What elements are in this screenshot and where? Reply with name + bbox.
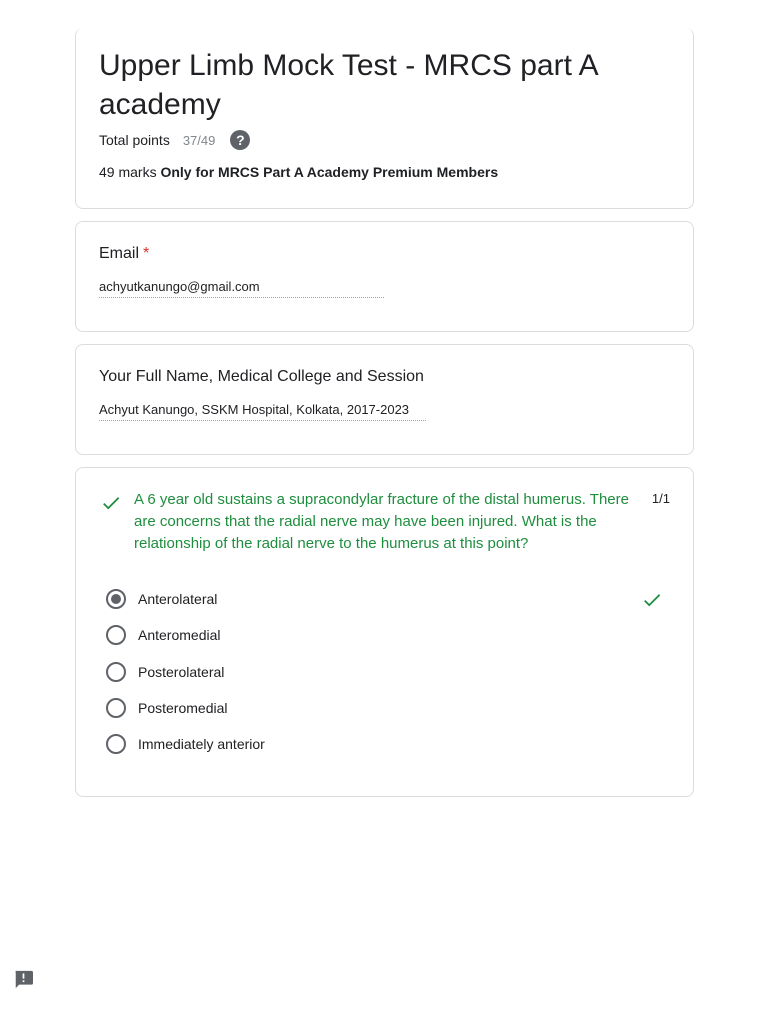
mcq-question-text: A 6 year old sustains a supracondylar fracture of the distal humerus. There are concerns that the radial nerve may have been injured. What is the relationship of the radial nerve to the humerus at this point? xyxy=(134,491,629,552)
mcq-score: 1/1 xyxy=(651,491,670,506)
checkmark-icon xyxy=(100,492,122,514)
email-answer: achyutkanungo@gmail.com xyxy=(99,279,384,298)
option-label: Immediately anterior xyxy=(138,736,265,752)
option-label: Anteromedial xyxy=(138,627,221,643)
email-question-label xyxy=(99,245,149,263)
form-title: Upper Limb Mock Test - MRCS part A academy xyxy=(99,49,597,121)
required-marker: * xyxy=(143,245,150,262)
radio-unselected[interactable] xyxy=(106,698,126,718)
name-answer: Achyut Kanungo, SSKM Hospital, Kolkata, 2017-2023 xyxy=(99,402,426,421)
option-immediately-anterior[interactable] xyxy=(106,733,265,755)
radio-unselected[interactable] xyxy=(106,625,126,645)
radio-unselected[interactable] xyxy=(106,734,126,754)
correct-answer-checkmark-icon xyxy=(641,589,663,611)
total-points-row xyxy=(99,129,250,151)
option-label: Posteromedial xyxy=(138,700,228,716)
total-points-label: Total points xyxy=(99,132,170,148)
radio-unselected[interactable] xyxy=(106,662,126,682)
mcq-question-card xyxy=(75,467,694,797)
name-question-card xyxy=(75,344,694,455)
option-posterolateral[interactable] xyxy=(106,661,224,683)
option-posteromedial[interactable] xyxy=(106,697,228,719)
description-prefix: 49 marks xyxy=(99,164,157,180)
email-label-text: Email xyxy=(99,245,140,262)
description-bold: Only for MRCS Part A Academy Premium Members xyxy=(160,164,499,180)
radio-selected[interactable] xyxy=(106,589,126,609)
email-question-card xyxy=(75,221,694,332)
form-header-card xyxy=(75,28,694,209)
help-icon[interactable]: ? xyxy=(230,130,250,150)
name-question-label: Your Full Name, Medical College and Session xyxy=(99,368,424,385)
form-description xyxy=(99,164,498,180)
option-anteromedial[interactable] xyxy=(106,624,221,646)
option-anterolateral[interactable] xyxy=(106,588,217,610)
report-feedback-icon[interactable] xyxy=(13,970,34,989)
total-points-value: 37/49 xyxy=(182,132,216,148)
option-label: Anterolateral xyxy=(138,591,218,607)
option-label: Posterolateral xyxy=(138,664,225,680)
